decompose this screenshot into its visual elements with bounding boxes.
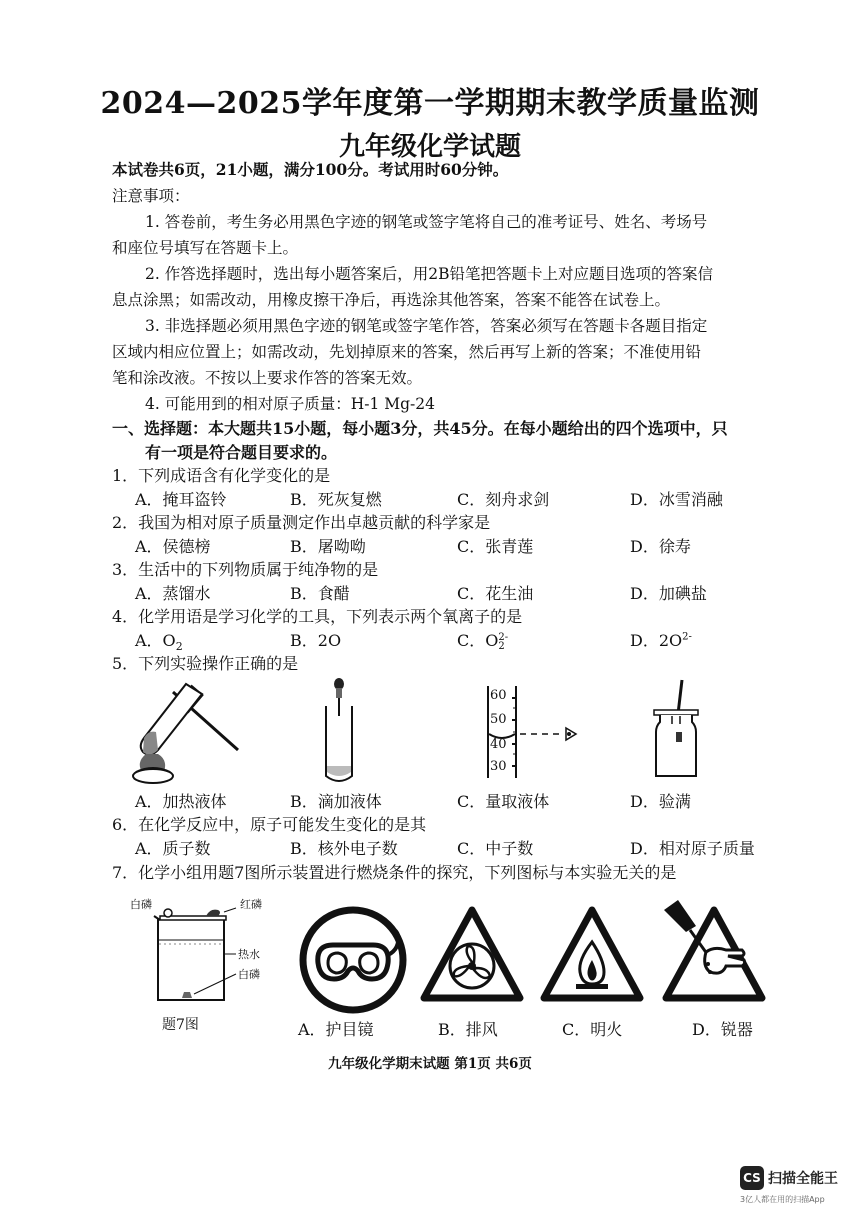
exam-intro: 本试卷共6页，21小题，满分100分。考试用时60分钟。 [112,160,509,179]
exhaust-fan-icon [418,904,526,1004]
page-footer: 九年级化学期末试题 第1页 共6页 [328,1056,532,1072]
question-5-option-c: C．量取液体 [457,792,550,811]
gas-bottle-check-illustration [652,680,702,780]
question-2-option-b: B．屠呦呦 [290,537,366,556]
question-4-option-d-text: D．2O [630,631,683,650]
exam-title: 2024—2025学年度第一学期期末教学质量监测 [100,86,760,121]
question-4-stem: 4．化学用语是学习化学的工具，下列表示两个氧离子的是 [112,607,523,626]
scanner-logo-icon: CS [740,1166,764,1190]
section-1-line-1: 一、选择题：本大题共15小题，每小题3分，共45分。在每小题给出的四个选项中，只 [112,419,728,438]
cylinder-tick-30: 30 [490,759,507,774]
question-2-stem: 2．我国为相对原子质量测定作出卓越贡献的科学家是 [112,513,491,532]
question-7-option-c: C．明火 [562,1020,623,1039]
question-6-option-c: C．中子数 [457,839,534,858]
note-3-line-1: 3. 非选择题必须用黑色字迹的钢笔或签字笔作答，答案必须写在答题卡各题目指定 [145,317,708,335]
question-6-option-d: D．相对原子质量 [630,839,755,858]
note-3-line-3: 笔和涂改液。不按以上要求作答的答案无效。 [112,369,423,387]
scanner-tagline: 3亿人都在用的扫描App [740,1195,825,1204]
question-4-option-d [630,628,692,651]
question-4-option-d-superscript: 2- [682,631,692,643]
question-4-option-c-text: C．O [457,631,499,650]
note-4: 4. 可能用到的相对原子质量：H-1 Mg-24 [145,395,436,413]
note-3-line-2: 区域内相应位置上；如需改动，先划掉原来的答案，然后再写上新的答案；不准使用铅 [112,343,702,361]
cylinder-tick-40: 40 [490,737,507,752]
note-2-line-1: 2. 作答选择题时，选出每小题答案后，用2B铅笔把答题卡上对应题目选项的答案信 [145,265,713,283]
dropping-liquid-illustration [318,676,358,786]
cylinder-tick-60: 60 [490,688,507,703]
sharp-object-icon [656,900,768,1004]
question-2-option-d: D．徐寿 [630,537,691,556]
question-6-option-a: A．质子数 [135,839,211,858]
question-5-option-d: D．验满 [630,792,691,811]
question-1-option-c: C．刻舟求剑 [457,490,550,509]
question-4-option-c-superscript: 2- [498,631,509,643]
question-7-option-a: A．护目镜 [298,1020,374,1039]
question-5-option-a: A．加热液体 [135,792,227,811]
figure-7-label-white-phosphorus-top: 白磷 [130,898,152,911]
question-4-option-a [135,628,183,653]
figure-7-caption: 题7图 [162,1017,199,1033]
question-3-option-d: D．加碘盐 [630,584,707,603]
cylinder-tick-50: 50 [490,712,507,727]
question-3-option-a: A．蒸馏水 [135,584,211,603]
question-4-option-b: B．2O [290,631,342,650]
question-7-option-d: D．锐器 [692,1020,753,1039]
question-4-option-a-subscript: 2 [175,640,183,654]
note-1-line-1: 1. 答卷前，考生务必用黑色字迹的钢笔或签字笔将自己的准考证号、姓名、考场号 [145,213,708,231]
question-4-option-c [457,628,508,651]
question-5-option-b: B．滴加液体 [290,792,382,811]
scanner-watermark [740,1166,850,1208]
question-3-option-b: B．食醋 [290,584,350,603]
question-3-option-c: C．花生油 [457,584,534,603]
heating-liquid-illustration [128,680,248,785]
question-3-stem: 3．生活中的下列物质属于纯净物的是 [112,560,379,579]
question-4-option-a-text: A．O [135,631,176,650]
question-1-option-a: A．掩耳盗铃 [135,490,227,509]
question-4-option-c-subscript: 2 [498,640,505,652]
open-flame-icon [538,904,646,1004]
section-1-line-2: 有一项是符合题目要求的。 [145,443,338,462]
figure-7-label-hot-water: 热水 [238,948,260,961]
question-7-stem: 7．化学小组用题7图所示装置进行燃烧条件的探究，下列图标与本实验无关的是 [112,863,677,882]
question-5-stem: 5．下列实验操作正确的是 [112,654,299,673]
figure-7-label-white-phosphorus-bottom: 白磷 [238,968,260,981]
question-2-option-c: C．张青莲 [457,537,534,556]
question-6-option-b: B．核外电子数 [290,839,398,858]
goggles-icon [298,905,408,1015]
question-1-stem: 1．下列成语含有化学变化的是 [112,466,331,485]
question-2-option-a: A．侯德榜 [135,537,211,556]
note-2-line-2: 息点涂黑；如需改动，用橡皮擦干净后，再选涂其他答案，答案不能答在试卷上。 [112,291,671,309]
scanner-app-name: 扫描全能王 [768,1171,838,1187]
question-7-option-b: B．排风 [438,1020,498,1039]
question-1-option-b: B．死灰复燃 [290,490,382,509]
notes-heading: 注意事项： [112,187,190,205]
note-1-line-2: 和座位号填写在答题卡上。 [112,239,299,257]
beaker-experiment-figure [150,902,250,1007]
question-1-option-d: D．冰雪消融 [630,490,723,509]
question-6-stem: 6．在化学反应中，原子可能发生变化的是其 [112,815,427,834]
exam-subtitle: 九年级化学试题 [338,132,521,162]
figure-7-label-red-phosphorus: 红磷 [240,898,262,911]
